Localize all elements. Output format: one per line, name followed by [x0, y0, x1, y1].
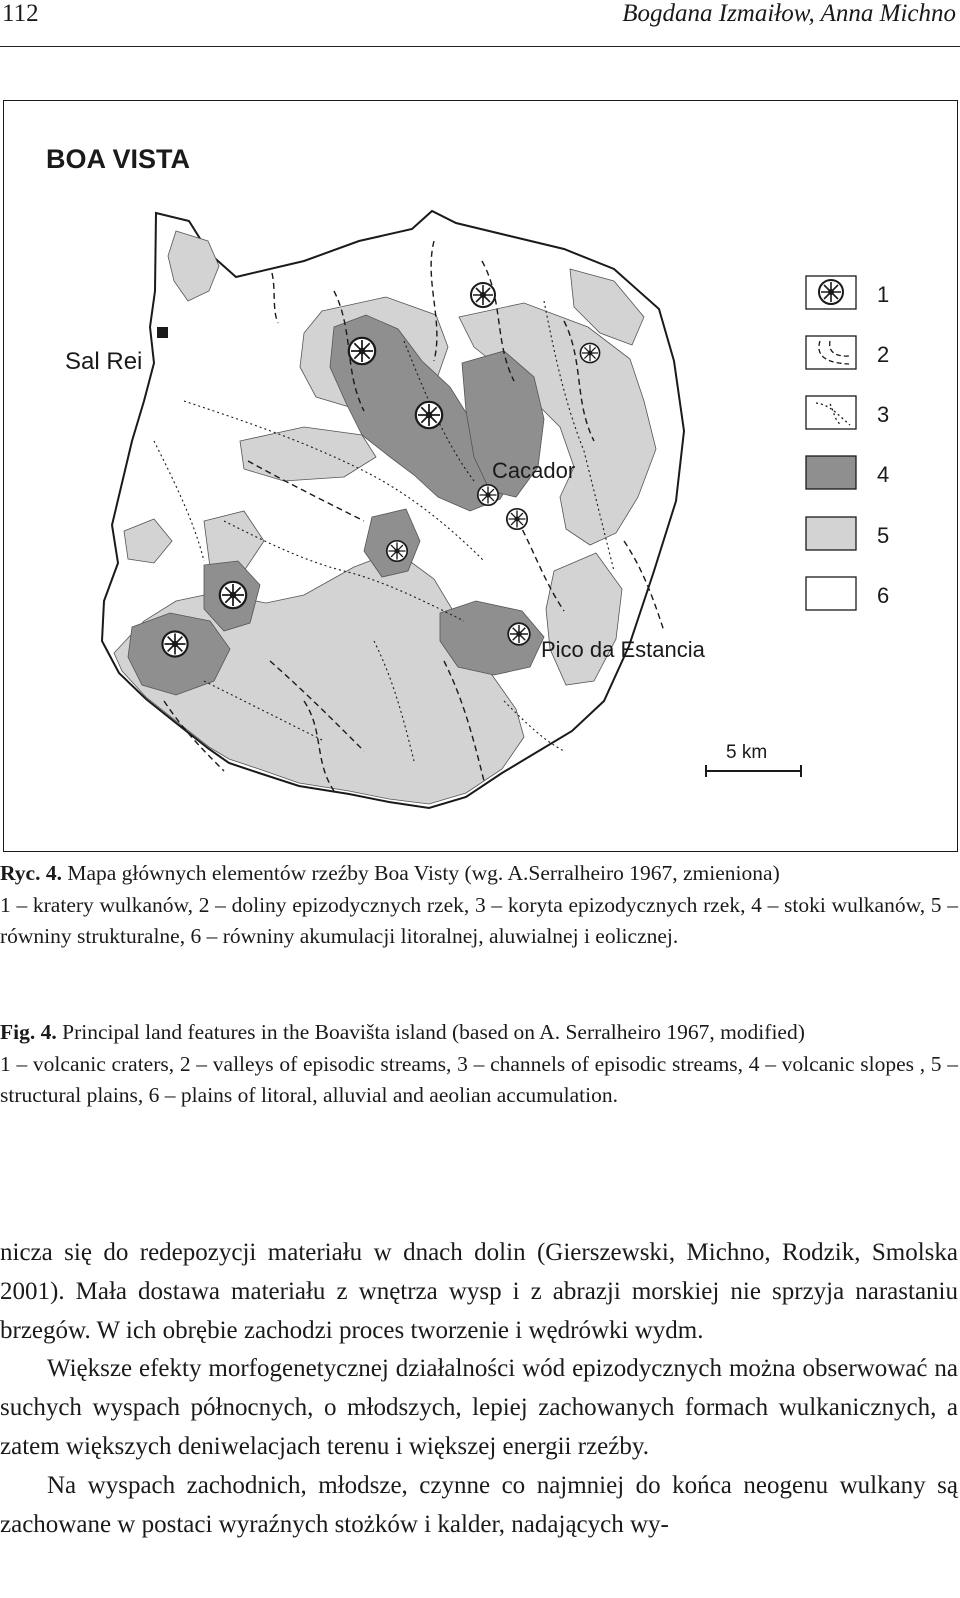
- page-header: [0, 0, 960, 47]
- crater-icon: [508, 623, 530, 645]
- figure-map: [3, 100, 958, 852]
- caption-label-pl: Ryc. 4.: [0, 861, 62, 885]
- crater-icon: [162, 631, 187, 656]
- caption-title-pl: Ryc. 4. Mapa głównych elementów rzeźby Boa Visty (wg. A.Serralheiro 1967, zmieniona): [0, 861, 780, 885]
- caption-english: [0, 1017, 958, 1112]
- crater-icon: [387, 541, 407, 561]
- paragraph: Większe efekty morfogenetycznej działalności wód epizodycznych można obserwować na suchych wyspach północnych, o młodszych, lepiej zachowanych formach wulkanicznych, a zatem większych deniwelacjach terenu i większej energii rzeźby.: [0, 1355, 958, 1460]
- scale-label: 5 km: [726, 742, 768, 763]
- page-number: 112: [2, 0, 39, 27]
- legend-number: 3: [877, 402, 890, 427]
- caption-polish: [0, 858, 958, 953]
- label-pico: Pico da Estancia: [541, 637, 705, 662]
- legend-accumulation-swatch: [806, 577, 856, 610]
- legend-number: 6: [877, 583, 890, 608]
- crater-icon: [478, 485, 498, 505]
- legend-plains-swatch: [806, 517, 856, 550]
- map-title: BOA VISTA: [46, 144, 191, 174]
- boa-vista-map: [4, 101, 958, 852]
- running-head-authors: Bogdana Izmaiłow, Anna Michno: [622, 0, 956, 27]
- town-marker: [157, 327, 168, 338]
- legend-crater-icon: [819, 280, 843, 304]
- caption-legend-pl: 1 – kratery wulkanów, 2 – doliny epizodycznych rzek, 3 – koryta epizodycznych rzek, 4 – stoki wulkanów, 5 – równiny strukturalne, 6 – równiny akumulacji litoralnej, aluwialnej i eolicznej.: [0, 892, 958, 949]
- legend-number: 1: [877, 282, 890, 307]
- crater-icon: [349, 338, 375, 364]
- label-sal-rei: Sal Rei: [65, 348, 143, 375]
- paragraph: Na wyspach zachodnich, młodsze, czynne co najmniej do końca neogenu wulkany są zachowane w postaci wyraźnych stożków i kalder, nadających wy-: [0, 1471, 958, 1538]
- legend: [806, 276, 889, 610]
- crater-icon: [471, 283, 495, 307]
- caption-title-en: Fig. 4. Principal land features in the Boavišta island (based on A. Serralheiro 1967, modified): [0, 1020, 805, 1044]
- paragraph: nicza się do redepozycji materiału w dnach dolin (Gierszewski, Michno, Rodzik, Smolska 2001). Mała dostawa materiału z wnętrza wysp i z abrazji morskiej nie sprzyja narastaniu brzegów. W ich obrębie zachodzi proces tworzenie i wędrówki wydm.: [0, 1239, 958, 1344]
- crater-icon: [580, 343, 599, 362]
- legend-slopes-swatch: [806, 456, 856, 489]
- legend-number: 4: [877, 462, 890, 487]
- body-text: [0, 1234, 958, 1544]
- crater-icon: [220, 582, 246, 608]
- legend-number: 5: [877, 523, 890, 548]
- caption-label-en: Fig. 4.: [0, 1020, 57, 1044]
- crater-icon: [507, 509, 527, 529]
- caption-legend-en: 1 – volcanic craters, 2 – valleys of episodic streams, 3 – channels of episodic streams, 4 – volcanic slopes , 5 – structural plains, 6 – plains of litoral, alluvial and aeolian accumulation.: [0, 1051, 958, 1108]
- legend-number: 2: [877, 342, 890, 367]
- scale-bar: [706, 742, 801, 777]
- label-cacador: Cacador: [492, 458, 576, 483]
- crater-icon: [416, 402, 442, 428]
